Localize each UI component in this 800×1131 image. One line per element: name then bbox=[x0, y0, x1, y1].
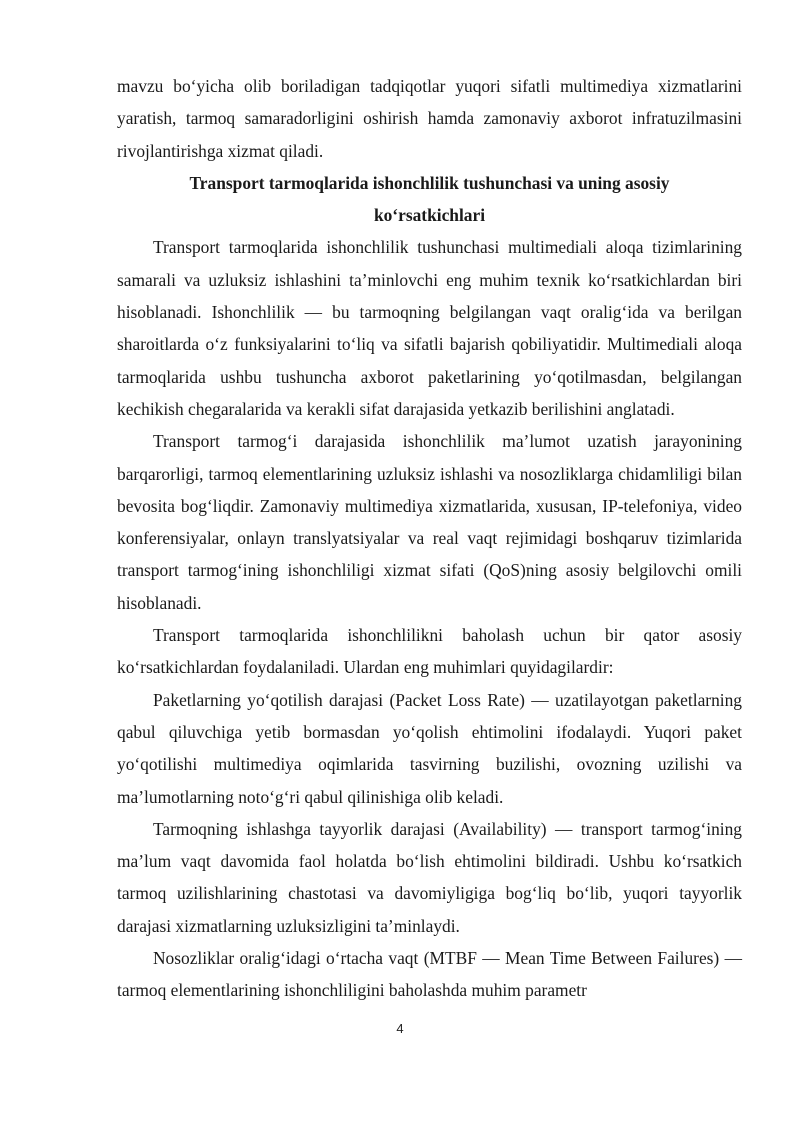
body-paragraph-reliability-definition: Transport tarmoqlarida ishonchlilik tushunchasi multimediali aloqa tizimlarining samarali va uzluksiz ishlashini ta’minlovchi eng muhim texnik ko‘rsatkichlardan biri hisoblanadi. Ishonchlilik — bu tarmoqning belgilangan vaqt oralig‘ida va berilgan sharoitlarda o‘z funksiyalarini to‘liq va sifatli bajarish qobiliyatidir. Multimediali aloqa tarmoqlarida ushbu tushuncha axborot paketlarining yo‘qotilmasdan, belgilangan kechikish chegaralarida va kerakli sifat darajasida yetkazib berilishini anglatadi. bbox=[117, 237, 742, 419]
body-paragraph-transport-level: Transport tarmog‘i darajasida ishonchlilik ma’lumot uzatish jarayonining barqarorligi, tarmoq elementlarining uzluksiz ishlashi va nosozliklarga chidamliligi bilan bevosita bog‘liqdir. Zamonaviy multimediya xizmatlarida, xususan, IP-telefoniya, video konferensiyalar, onlayn translyatsiyalar va real vaqt rejimidagi boshqaruv tizimlarida transport tarmog‘ining ishonchliligi xizmat sifati (QoS)ning asosiy belgilovchi omili hisoblanadi. bbox=[117, 431, 742, 613]
intro-paragraph: mavzu bo‘yicha olib boriladigan tadqiqotlar yuqori sifatli multimediya xizmatlarini yaratish, tarmoq samaradorligini oshirish hamda zamonaviy axborot infratuzilmasini rivojlantirishga xizmat qiladi. bbox=[117, 76, 742, 161]
section-heading-line-2: ko‘rsatkichlari bbox=[373, 205, 486, 226]
body-paragraph-mtbf: Nosozliklar oralig‘idagi o‘rtacha vaqt (MTBF — Mean Time Between Failures) — tarmoq elementlarining ishonchliligini baholashda muhim parametr bbox=[117, 948, 742, 1001]
body-paragraph-indicators-intro: Transport tarmoqlarida ishonchlilikni baholash uchun bir qator asosiy ko‘rsatkichlardan foydalaniladi. Ulardan eng muhimlari quyidagilardir: bbox=[117, 625, 742, 678]
document-page bbox=[117, 70, 742, 1007]
body-paragraph-availability: Tarmoqning ishlashga tayyorlik darajasi (Availability) — transport tarmog‘ining ma’lum vaqt davomida faol holatda bo‘lish ehtimolini bildiradi. Ushbu ko‘rsatkich tarmoq uzilishlarining chastotasi va davomiyligiga bog‘liq bo‘lib, yuqori tayyorlik darajasi xizmatlarning uzluksizligini ta’minlaydi. bbox=[117, 818, 742, 936]
body-paragraph-packet-loss: Paketlarning yo‘qotilish darajasi (Packet Loss Rate) — uzatilayotgan paketlarning qabul qiluvchiga yetib bormasdan yo‘qolish ehtimolini ifodalaydi. Yuqori paket yo‘qotilishi multimediya oqimlarida tasvirning buzilishi, ovozning uzilishi va ma’lumotlarning noto‘g‘ri qabul qilinishiga olib keladi. bbox=[117, 689, 742, 807]
page-number: 4 bbox=[396, 1021, 404, 1036]
section-heading-line-1: Transport tarmoqlarida ishonchlilik tushunchasi va uning asosiy bbox=[189, 172, 670, 193]
section-heading bbox=[117, 167, 742, 232]
